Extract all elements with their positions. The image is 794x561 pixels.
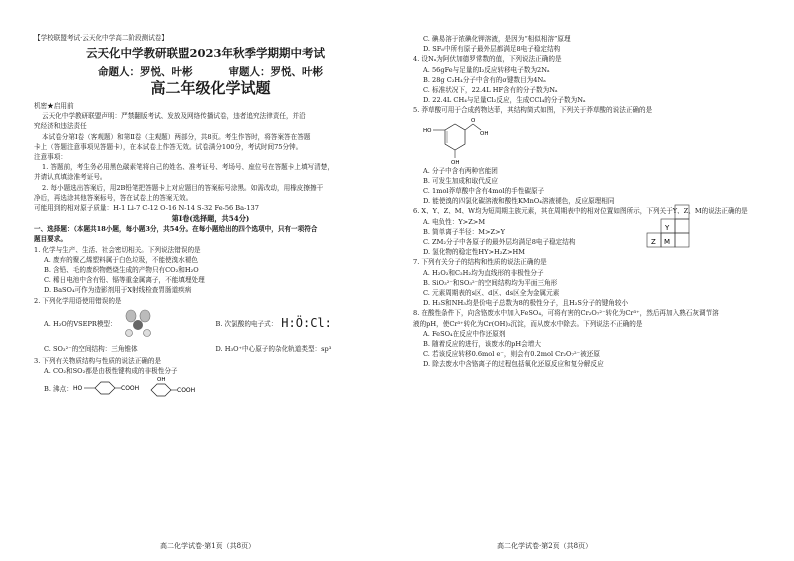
intro-line: 1. 答题前，考生务必用黑色碳素笔将自己的姓名、准考证号、考场号、座位号在答题卡上填写清楚，: [42, 163, 334, 172]
q8-stem-line: 液的pH，使Cr³⁺转化为Cr(OH)₃沉淀，而从废水中除去。下列说法不正确的是: [413, 319, 643, 328]
q2-option-c: C. SO₃²⁻的空间结构：三角锥体: [44, 344, 138, 353]
paper-subtitle: 高二年级化学试题: [150, 79, 271, 97]
intro-line: 卡上（答题注意事项见答题卡），在本试卷上作答无效。试卷满分100分，考试时间75分钟。: [34, 142, 303, 151]
q7-option-b: B. SiO₃²⁻和SO₃²⁻的空间结构均为平面三角形: [423, 278, 558, 287]
q3-option-a: A. CO₂和SO₂都是由极性键构成的非极性分子: [44, 367, 178, 376]
intro-line: 净后，再选涂其他答案标号，答在试卷上的答案无效。: [34, 193, 193, 202]
cell-y: Y: [665, 223, 670, 232]
q5-structure: [413, 116, 780, 166]
cell-z: Z: [651, 237, 656, 246]
cooh-label: COOH: [120, 385, 139, 393]
q5-stem: 5. 莽草酸可用于合成药物达菲，其结构简式如图，下列关于莽草酸的说法正确的是: [413, 106, 653, 115]
q4-option-c: C. 标准状况下，22.4L HF含有的分子数为Nₐ: [423, 86, 558, 95]
q8-option-d: D. 除去废水中含铬离子的过程包括氧化还原反应和复分解反应: [423, 360, 604, 369]
intro-line: 云天化中学教研联盟声明：严禁翻版考试、发放及网络传播试卷，违者追究法律责任，并沿: [42, 112, 306, 121]
q2-stem: 2. 下列化学用语使用错误的是: [34, 296, 122, 305]
part1-line: 一、选择题：（本题共18小题，每小题3分，共54分。在每小题给出的四个选项中，只有一项符合: [34, 225, 318, 234]
periodic-table-grid-icon: [635, 203, 695, 257]
intro-block: [34, 111, 387, 203]
page-2: [397, 0, 794, 561]
svg-text:O: O: [471, 117, 476, 124]
q1-option-b: B. 含铅、毛的废织物燃烧生成的产物只有CO₂和H₂O: [44, 266, 199, 275]
q2-option-d: D. H₃O⁺中心原子的杂化轨道类型：sp³: [215, 344, 332, 353]
q7-option-d: D. H₂S和NH₃均是价电子总数为8的极性分子，且H₂S分子的键角较小: [423, 299, 629, 308]
q8-option-b: B. 随着反应的进行，该废水的pH会增大: [423, 340, 541, 349]
q1-option-a: A. 废弃的聚乙烯塑料属于白色垃圾，不能使溴水褪色: [44, 255, 199, 264]
q7-option-a: A. H₂O₂和C₂H₂均为直线形的非极性分子: [423, 268, 544, 277]
section-heading: 第Ⅰ卷(选择题，共54分): [171, 214, 250, 224]
setter: 命题人：罗悦、叶彬: [98, 66, 193, 78]
svg-text:HO: HO: [72, 385, 83, 393]
q3-stem: 3. 下列有关物质结构与性质的说法正确的是: [34, 356, 162, 365]
notice-head: 机密★启用前: [34, 102, 74, 110]
q2-row-ab: [34, 306, 387, 340]
q6-option-c: C. ZM₂分子中各原子的最外层均满足8电子稳定结构: [423, 238, 576, 247]
intro-line: 究经济和违法责任: [34, 122, 87, 131]
cooh-label: COOH: [176, 387, 195, 395]
exam-title: 云天化中学教研联盟2023年秋季学期期中考试: [85, 46, 325, 60]
hclo-formula: H:Ö:Cl:: [281, 315, 332, 330]
q5-option-a: A. 分子中含有两种官能团: [423, 166, 498, 175]
q6-option-a: A. 电负性：Y>Z>M: [423, 217, 486, 226]
oh-label: OH: [451, 159, 460, 166]
hydroxybenzoic-acid-ortho-icon: [143, 376, 203, 400]
header-tag: 【学校联盟考试·云天化中学高二阶段测试卷】: [34, 34, 168, 42]
q2-row-cd: [34, 340, 387, 356]
intro-line: 并请认真填涂准考证号。: [34, 173, 107, 182]
svg-text:OH: OH: [480, 130, 489, 137]
q3-option-c: C. 碘易溶于浓碘化钾溶液，是因为“相似相溶”原理: [423, 35, 571, 43]
q1-option-d: D. BaSO₄可作为造影剂用于X射线检查胃肠道疾病: [44, 286, 192, 295]
q2-option-a: A. H₂O的VSEPR模型：: [44, 308, 216, 338]
part1-line: 题目要求。: [34, 235, 67, 244]
q6-option-d: D. 氢化物的稳定性HY>H₂Z>HM: [423, 248, 526, 257]
ho-label: HO: [423, 127, 432, 134]
q8-stem-line: 8. 在酸性条件下，向含铬废水中加入FeSO₄，可将有害的Cr₂O₇²⁻转化为Cr³⁺，然后再加入熟石灰调节溶: [413, 309, 719, 318]
q4-option-a: A. 56gFe与足量的I₂反应转移电子数为2Nₐ: [423, 65, 550, 74]
q6-stem: 6. X、Y、Z、M、W均为短周期主族元素，其在周期表中的相对位置如图所示，下列关于Y、Z、M的说法正确的是: [413, 207, 748, 216]
q3-option-d: D. SF₆中所有原子最外层都满足8电子稳定结构: [423, 45, 561, 54]
vsepr-model-icon: [121, 308, 155, 338]
q8-option-c: C. 若该反应转移0.6mol e⁻，则会有0.2mol Cr₂O₇²⁻被还原: [423, 350, 600, 359]
q7-stem: 7. 下列有关分子的结构和性质的说法正确的是: [413, 258, 547, 267]
q4-option-d: D. 22.4L CH₄与足量Cl₂反应，生成CCl₄的分子数为Nₐ: [423, 96, 586, 105]
svg-text:OH: OH: [156, 377, 166, 384]
intro-line: 2. 每小题选出答案后，用2B铅笔把答题卡上对应题目的答案标号涂黑。如需改动，用橡皮擦擦干: [42, 183, 324, 192]
q5-option-c: C. 1mol莽草酸中含有4mol的手性碳原子: [423, 187, 545, 196]
shikimic-acid-structure-icon: [423, 116, 503, 166]
q5-option-d: D. 能使溴的四氯化碳溶液和酸性KMnO₄溶液褪色，反应原理相同: [423, 197, 615, 206]
footer-page-1: 高二化学试卷·第1页（共8页）: [160, 542, 256, 550]
hydroxybenzoic-acid-para-icon: [73, 377, 143, 399]
q2-option-b: B. 次氯酸的电子式： H:Ö:Cl:: [215, 315, 332, 330]
q1-stem: 1. 化学与生产、生活、社会密切相关。下列说法错误的是: [34, 245, 201, 254]
reviewer: 审题人：罗悦、叶彬: [228, 66, 323, 78]
intro-line: 本试卷分第Ⅰ卷（客观题）和第Ⅱ卷（主观题）两部分，共8页。考生作答时，将答案答在答题: [42, 132, 311, 141]
intro-line: 注意事项：: [34, 153, 67, 162]
q8-option-a: A. FeSO₄在反应中作还原剂: [423, 329, 506, 338]
cell-m: M: [664, 237, 671, 246]
q3-option-b: B. 沸点： HO COOH OH COOH: [34, 376, 387, 400]
footer-page-2: 高二化学试卷·第2页（共8页）: [497, 542, 593, 550]
q6-option-b: B. 简单离子半径：M>Z>Y: [423, 227, 505, 236]
q7-option-c: C. 元素周期表的s区、d区、ds区全为金属元素: [423, 289, 560, 298]
q6-body: [413, 217, 780, 258]
q4-stem: 4. 设Nₐ为阿伏加德罗常数的值，下列说法正确的是: [413, 55, 562, 64]
authors-row: [34, 65, 387, 79]
atomic-masses: 可能用到的相对原子质量：H-1 Li-7 C-12 O-16 N-14 S-32 Fe-56 Ba-137: [34, 204, 259, 213]
q5-option-b: B. 可发生加成和取代反应: [423, 176, 498, 185]
q4-option-b: B. 28g C₂H₄分子中含有的σ键数目为4Nₐ: [423, 75, 546, 84]
q1-option-c: C. 稀日电池中含有铅、镉等重金属离子，不能填埋处理: [44, 276, 205, 285]
